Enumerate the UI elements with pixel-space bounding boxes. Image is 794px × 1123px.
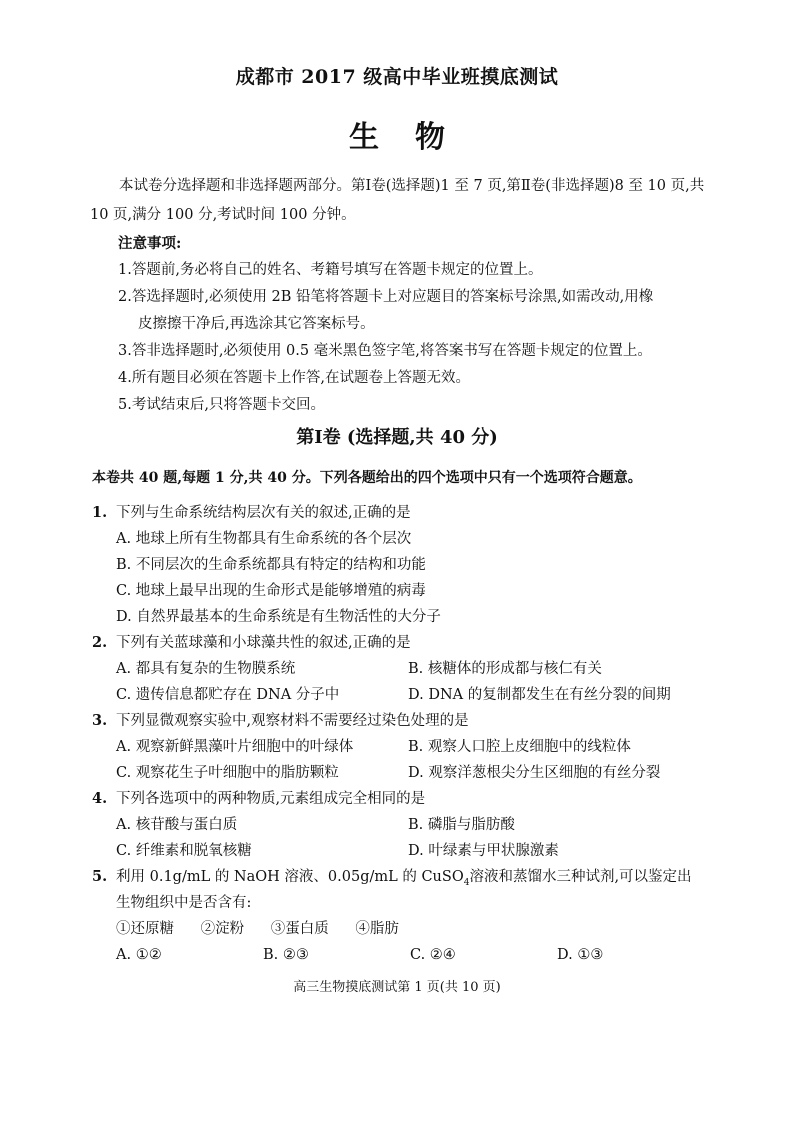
question-stem: 下列显微观察实验中,观察材料不需要经过染色处理的是 bbox=[116, 713, 469, 729]
option-b: B. 核糖体的形成都与核仁有关 bbox=[408, 661, 602, 677]
note-item: 5.考试结束后,只将答题卡交回。 bbox=[118, 397, 325, 413]
exam-title: 成都市 2017 级高中毕业班摸底测试 bbox=[235, 66, 559, 88]
question-stem: 下列有关蓝球藻和小球藻共性的叙述,正确的是 bbox=[116, 635, 411, 651]
section-title: 第Ⅰ卷 (选择题,共 40 分) bbox=[296, 427, 498, 448]
option-d: D. 观察洋葱根尖分生区细胞的有丝分裂 bbox=[408, 765, 661, 781]
question-4 bbox=[92, 786, 712, 864]
notes-heading: 注意事项: bbox=[118, 235, 182, 252]
question-number: 3. bbox=[92, 712, 108, 729]
question-stem: 下列与生命系统结构层次有关的叙述,正确的是 bbox=[116, 505, 411, 521]
note-item: 2.答选择题时,必须使用 2B 铅笔将答题卡上对应题目的答案标号涂黑,如需改动,用橡 bbox=[118, 289, 654, 305]
option-d: D. DNA 的复制都发生在有丝分裂的间期 bbox=[408, 687, 671, 703]
notes-section bbox=[118, 230, 708, 419]
question-2 bbox=[92, 630, 712, 708]
option-c: C. ②④ bbox=[410, 947, 456, 963]
option-b: B. 磷脂与脂肪酸 bbox=[408, 817, 515, 833]
option-a: A. 核苷酸与蛋白质 bbox=[116, 817, 238, 833]
question-stem-continuation: 生物组织中是否含有: bbox=[116, 895, 252, 911]
question-stem: 下列各选项中的两种物质,元素组成完全相同的是 bbox=[116, 791, 426, 807]
question-stem-part: 溶液和蒸馏水三种试剂,可以鉴定出 bbox=[469, 869, 692, 885]
intro-paragraph: 本试卷分选择题和非选择题两部分。第Ⅰ卷(选择题)1 至 7 页,第Ⅱ卷(非选择题)8 至 10 页,共 10 页,满分 100 分,考试时间 100 分钟。 bbox=[90, 178, 705, 223]
option-c: C. 遗传信息都贮存在 DNA 分子中 bbox=[116, 687, 340, 703]
question-number: 2. bbox=[92, 634, 108, 651]
option-a: A. 地球上所有生物都具有生命系统的各个层次 bbox=[116, 531, 412, 547]
note-item-continuation: 皮擦擦干净后,再选涂其它答案标号。 bbox=[138, 316, 375, 332]
substance-item: ②淀粉 bbox=[200, 921, 245, 937]
option-b: B. ②③ bbox=[263, 947, 309, 963]
option-a: A. 都具有复杂的生物膜系统 bbox=[116, 661, 296, 677]
option-c: C. 观察花生子叶细胞中的脂肪颗粒 bbox=[116, 765, 339, 781]
subscript: 4 bbox=[463, 877, 470, 888]
page-footer: 高三生物摸底测试第 1 页(共 10 页) bbox=[293, 980, 501, 995]
option-a: A. 观察新鲜黑藻叶片细胞中的叶绿体 bbox=[116, 739, 354, 755]
option-d: D. 自然界最基本的生命系统是有生物活性的大分子 bbox=[116, 609, 441, 625]
question-stem-part: 利用 0.1g/mL 的 NaOH 溶液、0.05g/mL 的 CuSO bbox=[116, 869, 464, 885]
question-5 bbox=[92, 864, 712, 968]
option-b: B. 观察人口腔上皮细胞中的线粒体 bbox=[408, 739, 631, 755]
question-number: 4. bbox=[92, 790, 108, 807]
substance-item: ④脂肪 bbox=[355, 921, 399, 937]
substance-item: ③蛋白质 bbox=[270, 921, 329, 937]
option-c: C. 地球上最早出现的生命形式是能够增殖的病毒 bbox=[116, 583, 426, 599]
option-b: B. 不同层次的生命系统都具有特定的结构和功能 bbox=[116, 557, 426, 573]
question-list bbox=[92, 500, 712, 968]
substance-list bbox=[92, 916, 712, 942]
option-a: A. ①② bbox=[116, 947, 162, 963]
option-d: D. 叶绿素与甲状腺激素 bbox=[408, 843, 559, 859]
note-item: 3.答非选择题时,必须使用 0.5 毫米黑色签字笔,将答案书写在答题卡规定的位置上。 bbox=[118, 343, 652, 359]
question-3 bbox=[92, 708, 712, 786]
option-d: D. ①③ bbox=[557, 947, 604, 963]
subject-title: 生物 bbox=[349, 120, 481, 155]
question-number: 5. bbox=[92, 868, 108, 885]
note-item: 1.答题前,务必将自己的姓名、考籍号填写在答题卡规定的位置上。 bbox=[118, 262, 543, 278]
option-c: C. 纤维素和脱氧核糖 bbox=[116, 843, 252, 859]
question-stem bbox=[116, 869, 692, 888]
note-item: 4.所有题目必须在答题卡上作答,在试题卷上答题无效。 bbox=[118, 370, 470, 386]
question-1 bbox=[92, 500, 712, 630]
substance-item: ①还原糖 bbox=[116, 921, 174, 937]
question-number: 1. bbox=[92, 504, 108, 521]
section-description: 本卷共 40 题,每题 1 分,共 40 分。下列各题给出的四个选项中只有一个选项符合题意。 bbox=[92, 470, 642, 486]
